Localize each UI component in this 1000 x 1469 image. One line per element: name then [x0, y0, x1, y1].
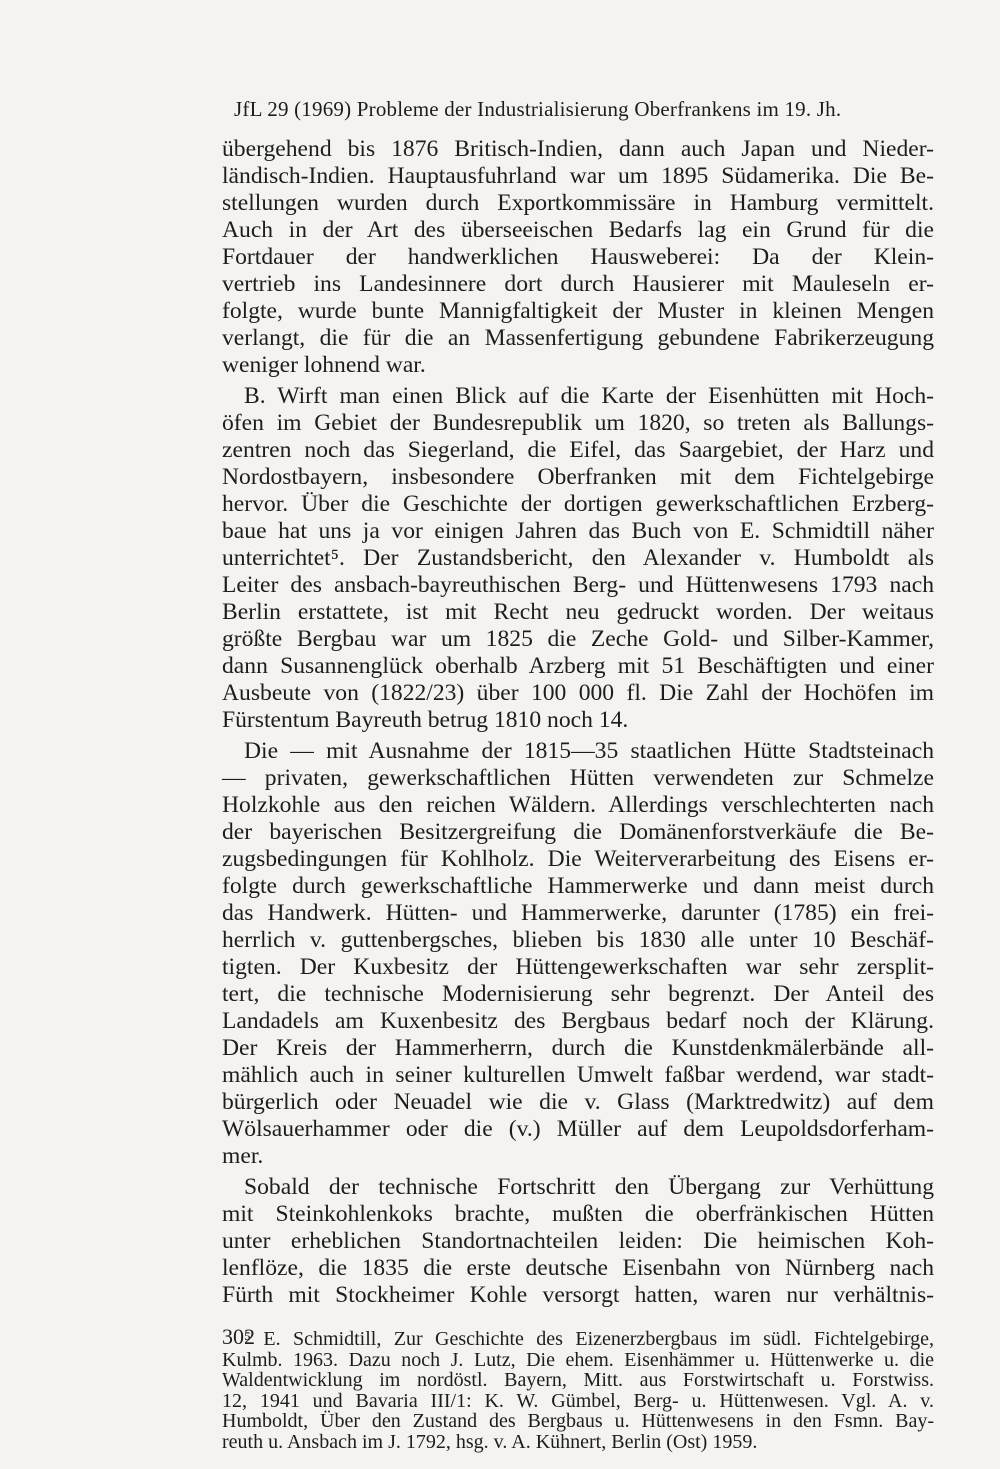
text-line: mählich auch in seiner kulturellen Umwelt faßbar werdend, war stadt-: [222, 1062, 934, 1088]
text-line: Fortdauer der handwerklichen Hausweberei: Da der Klein-: [222, 244, 934, 270]
text-line: übergehend bis 1876 Britisch-Indien, dann auch Japan und Nieder-: [222, 136, 934, 162]
text-line: verlangt, die für die an Massenfertigung gebundene Fabrikerzeugung: [222, 325, 934, 351]
running-head: JfL 29 (1969) Probleme der Industrialisierung Oberfrankens im 19. Jh.: [234, 97, 842, 121]
text-line: herrlich v. guttenbergsches, blieben bis 1830 alle unter 10 Beschäf-: [222, 927, 934, 953]
text-line: weniger lohnend war.: [222, 352, 426, 378]
text-line: Berlin erstattete, ist mit Recht neu gedruckt worden. Der weitaus: [222, 599, 934, 625]
paragraph-1: [222, 136, 934, 379]
text-line: Fürstentum Bayreuth betrug 1810 noch 14.: [222, 707, 629, 733]
paragraph-2: [222, 383, 934, 734]
text-line: Leiter des ansbach-bayreuthischen Berg- und Hüttenwesens 1793 nach: [222, 572, 934, 598]
footnote: [222, 1329, 934, 1453]
body-text: [222, 136, 934, 1309]
text-line: stellungen wurden durch Exportkommissäre in Hamburg vermittelt.: [222, 190, 934, 216]
text-line: Ausbeute von (1822/23) über 100 000 fl. Die Zahl der Hochöfen im: [222, 680, 934, 706]
text-line: hervor. Über die Geschichte der dortigen gewerkschaftlichen Erzberg-: [222, 491, 934, 517]
text-line: baue hat uns ja vor einigen Jahren das Buch von E. Schmidtill näher: [222, 518, 934, 544]
text-line: mit Steinkohlenkoks brachte, mußten die oberfränkischen Hütten: [222, 1201, 934, 1227]
footnote-line: 12, 1941 und Bavaria III/1: K. W. Gümbel, Berg- u. Hüttenwesen. Vgl. A. v.: [222, 1389, 934, 1412]
text-line: bürgerlich oder Neuadel wie die v. Glass (Marktredwitz) auf dem: [222, 1089, 934, 1115]
text-line: zugsbedingungen für Kohlholz. Die Weiterverarbeitung des Eisens er-: [222, 846, 934, 872]
text-line: zentren noch das Siegerland, die Eifel, das Saargebiet, der Harz und: [222, 437, 934, 463]
paragraph-4: [222, 1174, 934, 1309]
text-line: tert, die technische Modernisierung sehr begrenzt. Der Anteil des: [222, 981, 934, 1007]
text-line: Holzkohle aus den reichen Wäldern. Allerdings verschlechterten nach: [222, 792, 934, 818]
text-line: das Handwerk. Hütten- und Hammerwerke, darunter (1785) ein frei-: [222, 900, 934, 926]
text-line: dann Susannenglück oberhalb Arzberg mit 51 Beschäftigten und einer: [222, 653, 934, 679]
text-line: größte Bergbau war um 1825 die Zeche Gold- und Silber-Kammer,: [222, 626, 934, 652]
text-line: mer.: [222, 1143, 264, 1169]
text-line: Auch in der Art des überseeischen Bedarfs lag ein Grund für die: [222, 217, 934, 243]
text-line: folgte, wurde bunte Mannigfaltigkeit der Muster in kleinen Mengen: [222, 298, 934, 324]
text-line: Nordostbayern, insbesondere Oberfranken mit dem Fichtelgebirge: [222, 464, 934, 490]
text-line: unter erheblichen Standortnachteilen leiden: Die heimischen Koh-: [222, 1228, 934, 1254]
text-line: Fürth mit Stockheimer Kohle versorgt hatten, waren nur verhältnis-: [222, 1282, 934, 1308]
text-line: folgte durch gewerkschaftliche Hammerwerke und dann meist durch: [222, 873, 934, 899]
text-line: ländisch-Indien. Hauptausfuhrland war um 1895 Südamerika. Die Be-: [222, 163, 934, 189]
text-line: öfen im Gebiet der Bundesrepublik um 1820, so treten als Ballungs-: [222, 410, 934, 436]
paragraph-3: [222, 738, 934, 1170]
text-line: Die — mit Ausnahme der 1815—35 staatlichen Hütte Stadtsteinach: [244, 738, 934, 764]
text-line: — privaten, gewerkschaftlichen Hütten verwendeten zur Schmelze: [222, 765, 934, 791]
text-line: Der Kreis der Hammerherrn, durch die Kunstdenkmälerbände all-: [222, 1035, 934, 1061]
footnote-line: reuth u. Ansbach im J. 1792, hsg. v. A. Kühnert, Berlin (Ost) 1959.: [222, 1430, 758, 1453]
page: [222, 96, 934, 1453]
text-line: B. Wirft man einen Blick auf die Karte der Eisenhütten mit Hoch-: [244, 383, 934, 409]
footnote-line: Humboldt, Über den Zustand des Bergbaus u. Hüttenwesens in den Fsmn. Bay-: [222, 1410, 934, 1433]
text-line: unterrichtet⁵. Der Zustandsbericht, den Alexander v. Humboldt als: [222, 545, 934, 571]
text-line: der bayerischen Besitzergreifung die Domänenforstverkäufe die Be-: [222, 819, 934, 845]
text-line: Sobald der technische Fortschritt den Übergang zur Verhüttung: [244, 1174, 934, 1200]
text-line: tigten. Der Kuxbesitz der Hüttengewerkschaften war sehr zersplit-: [222, 954, 934, 980]
page-number: 302: [222, 1324, 255, 1349]
text-line: vertrieb ins Landesinnere dort durch Hausierer mit Mauleseln er-: [222, 271, 934, 297]
text-line: lenflöze, die 1835 die erste deutsche Eisenbahn von Nürnberg nach: [222, 1255, 934, 1281]
footnote-line: Kulmb. 1963. Dazu noch J. Lutz, Die ehem. Eisenhämmer u. Hüttenwerke u. die: [222, 1348, 934, 1371]
text-line: Wölsauerhammer oder die (v.) Müller auf dem Leupoldsdorferham-: [222, 1116, 934, 1142]
footnote-line: Waldentwicklung im nordöstl. Bayern, Mitt. aus Forstwirtschaft u. Forstwiss.: [222, 1369, 934, 1392]
footnote-line: ⁵ E. Schmidtill, Zur Geschichte des Eizenerzbergbaus im südl. Fichtelgebirge,: [244, 1328, 934, 1350]
text-line: Landadels am Kuxenbesitz des Bergbaus bedarf noch der Klärung.: [222, 1008, 934, 1034]
